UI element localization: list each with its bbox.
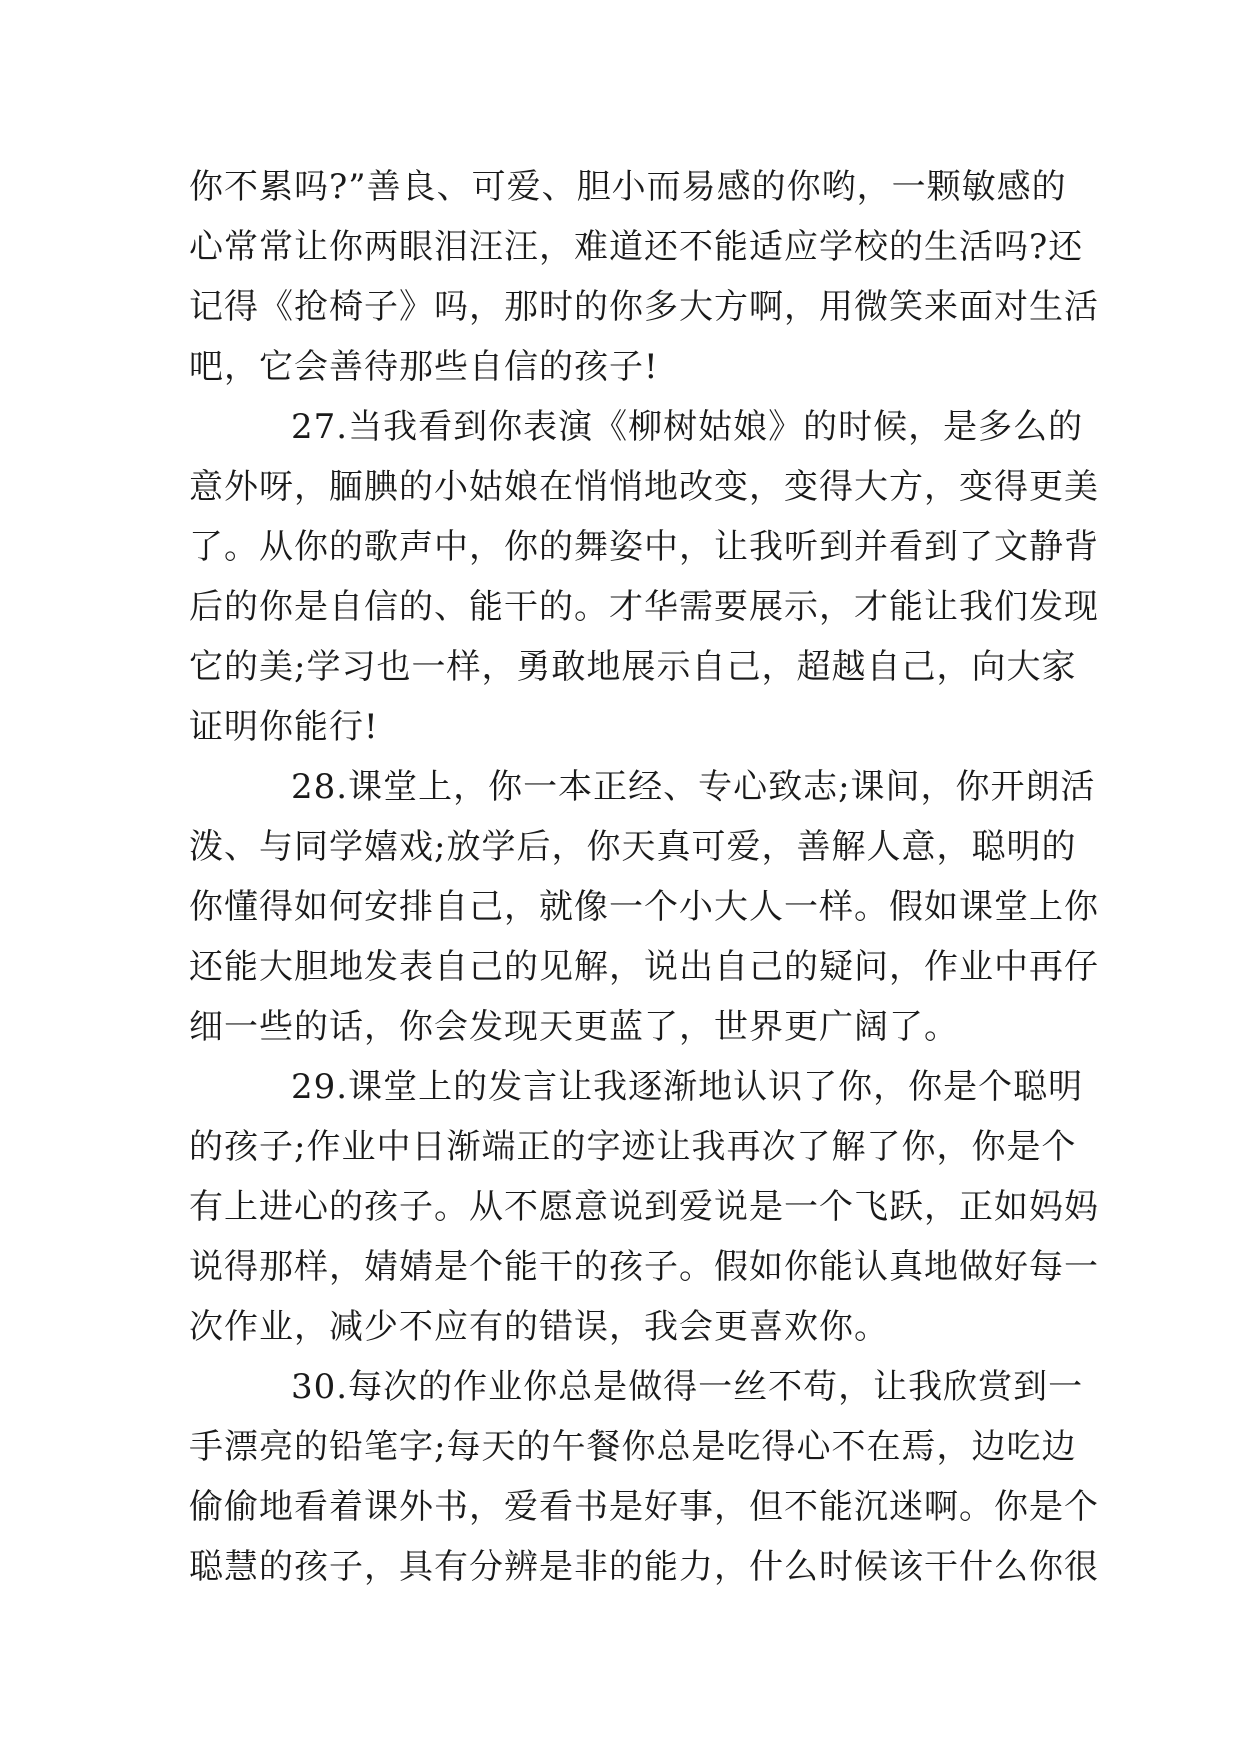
text-line: 还能大胆地发表自己的见解，说出自己的疑问，作业中再仔 [189,947,1099,987]
text-line: 证明你能行! [189,707,379,747]
text-line: 手漂亮的铅笔字;每天的午餐你总是吃得心不在焉，边吃边 [189,1427,1077,1467]
text-line: 的孩子;作业中日渐端正的字迹让我再次了解了你，你是个 [189,1127,1077,1167]
text-line: 记得《抢椅子》吗，那时的你多大方啊，用微笑来面对生活 [189,287,1099,327]
text-line: 说得那样，婧婧是个能干的孩子。假如你能认真地做好每一 [189,1247,1099,1287]
paragraph-29-start: 29.课堂上的发言让我逐渐地认识了你，你是个聪明 [291,1067,1084,1107]
text-line: 后的你是自信的、能干的。才华需要展示，才能让我们发现 [189,587,1099,627]
text-line: 细一些的话，你会发现天更蓝了，世界更广阔了。 [189,1007,959,1047]
body-text [189,157,1099,1597]
text-line: 意外呀，腼腆的小姑娘在悄悄地改变，变得大方，变得更美 [189,467,1099,507]
text-line: 心常常让你两眼泪汪汪，难道还不能适应学校的生活吗?还 [189,227,1084,267]
text-line: 泼、与同学嬉戏;放学后，你天真可爱，善解人意，聪明的 [189,827,1077,867]
text-line: 有上进心的孩子。从不愿意说到爱说是一个飞跃，正如妈妈 [189,1187,1099,1227]
text-line: 你懂得如何安排自己，就像一个小大人一样。假如课堂上你 [189,887,1099,927]
text-line: 你不累吗?”善良、可爱、胆小而易感的你哟，一颗敏感的 [189,167,1067,207]
paragraph-27-start: 27.当我看到你表演《柳树姑娘》的时候，是多么的 [291,407,1084,447]
text-line: 次作业，减少不应有的错误，我会更喜欢你。 [189,1307,889,1347]
text-line: 吧，它会善待那些自信的孩子! [189,347,659,387]
paragraph-30-start: 30.每次的作业你总是做得一丝不苟，让我欣赏到一 [291,1367,1084,1407]
paragraph-28-start: 28.课堂上，你一本正经、专心致志;课间，你开朗活 [291,767,1096,807]
text-line: 了。从你的歌声中，你的舞姿中，让我听到并看到了文静背 [189,527,1099,567]
text-line: 聪慧的孩子，具有分辨是非的能力，什么时候该干什么你很 [189,1547,1099,1587]
text-line: 偷偷地看着课外书，爱看书是好事，但不能沉迷啊。你是个 [189,1487,1099,1527]
text-line: 它的美;学习也一样，勇敢地展示自己，超越自己，向大家 [189,647,1077,687]
